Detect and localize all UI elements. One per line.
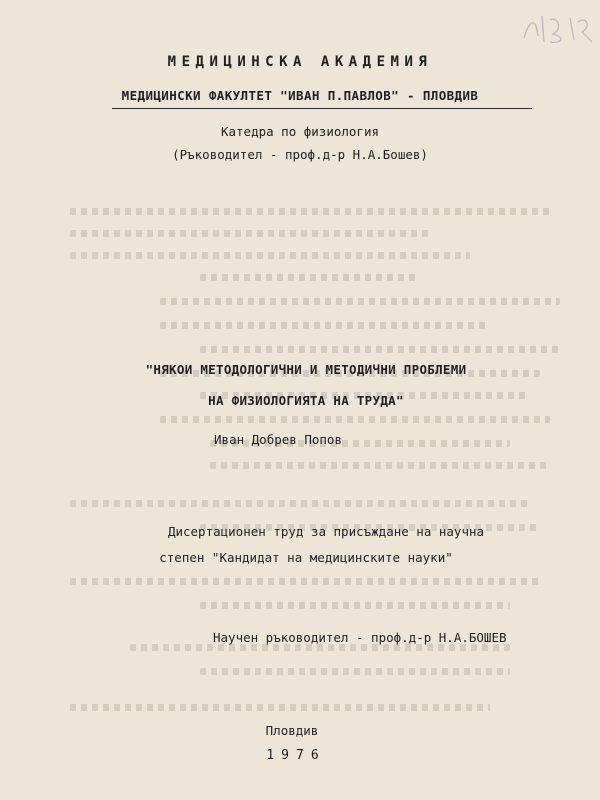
thesis-title-line-2: НА ФИЗИОЛОГИЯТА НА ТРУДА" [208,393,404,408]
academy-name: МЕДИЦИНСКА АКАДЕМИЯ [167,54,433,70]
faculty-name: МЕДИЦИНСКИ ФАКУЛТЕТ "ИВАН П.ПАВЛОВ" - ПЛОВДИВ [121,88,479,103]
year: 1976 [266,748,326,763]
handwritten-mark [520,8,600,48]
dissertation-line-1: Дисертационен труд за присъждане на научна [167,524,485,539]
department-name: Катедра по физиология [220,124,380,139]
dissertation-line-2: степен "Кандидат на медицинските науки" [159,550,453,565]
scientific-advisor: Научен ръководител - проф.д-р Н.А.БОШЕВ [213,630,507,645]
city: Пловдив [265,723,319,738]
department-head: (Ръководител - проф.д-р Н.А.Бошев) [172,147,428,162]
thesis-title-line-1: "НЯКОИ МЕТОДОЛОГИЧНИ И МЕТОДИЧНИ ПРОБЛЕМИ [145,362,467,377]
author-name: Иван Добрев Попов [214,432,342,447]
header-underline [112,108,532,109]
